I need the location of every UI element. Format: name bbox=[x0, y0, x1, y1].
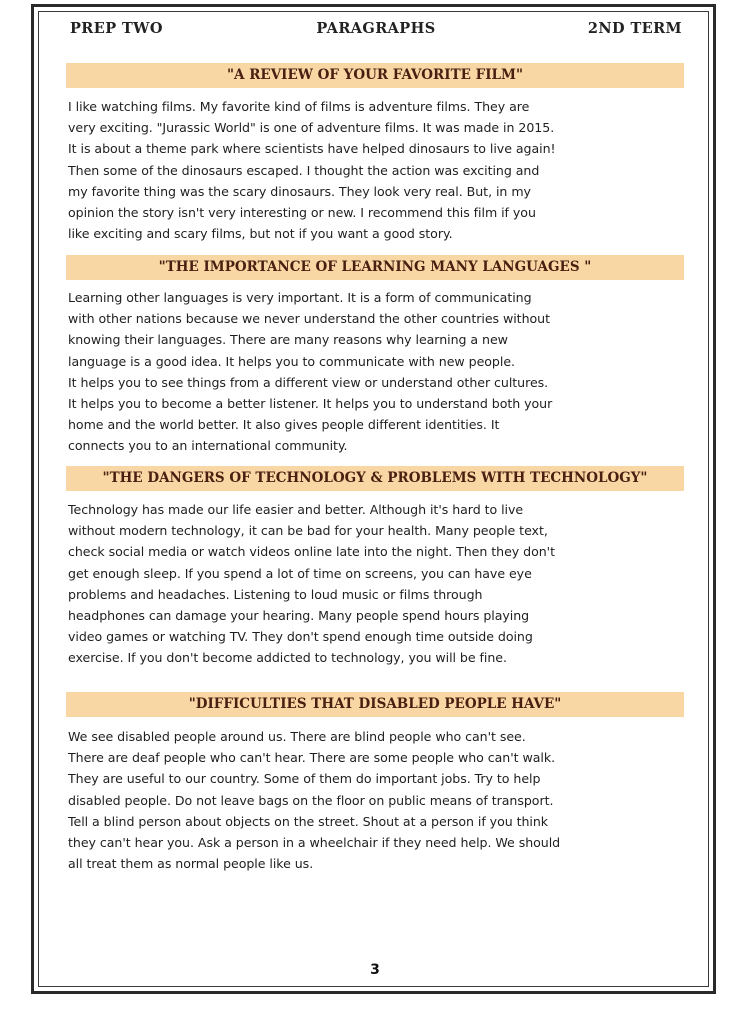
section-title-learning-languages: "THE IMPORTANCE OF LEARNING MANY LANGUAGES " bbox=[66, 255, 684, 280]
paragraph-line: It helps you to see things from a different view or understand other cultures. bbox=[68, 374, 549, 390]
paragraph-line: like exciting and scary films, but not if you want a good story. bbox=[68, 226, 453, 242]
paragraph-line: There are deaf people who can't hear. There are some people who can't walk. bbox=[68, 750, 556, 766]
page-header bbox=[70, 20, 682, 44]
paragraph-line: language is a good idea. It helps you to communicate with new people. bbox=[68, 353, 515, 369]
paragraph-line: They are useful to our country. Some of them do important jobs. Try to help bbox=[68, 771, 541, 787]
paragraph-line: they can't hear you. Ask a person in a wheelchair if they need help. We should bbox=[68, 835, 561, 851]
paragraph-line: It helps you to become a better listener. It helps you to understand both your bbox=[68, 396, 553, 412]
paragraph-line: Learning other languages is very important. It is a form of communicating bbox=[68, 290, 532, 305]
paragraph-line: Technology has made our life easier and better. Although it's hard to live bbox=[68, 502, 524, 517]
page-number: 3 bbox=[370, 962, 380, 978]
paragraph-line: I like watching films. My favorite kind of films is adventure films. They are bbox=[68, 99, 530, 114]
header-topic: PARAGRAPHS bbox=[316, 20, 436, 37]
paragraph-disabled-people bbox=[68, 726, 688, 874]
paragraph-line: Then some of the dinosaurs escaped. I thought the action was exciting and bbox=[68, 162, 540, 178]
section-title-film-review: "A REVIEW OF YOUR FAVORITE FILM" bbox=[66, 63, 684, 88]
paragraph-line: very exciting. "Jurassic World" is one of adventure films. It was made in 2015. bbox=[68, 120, 555, 136]
paragraph-line: with other nations because we never understand the other countries without bbox=[68, 311, 550, 327]
paragraph-line: video games or watching TV. They don't spend enough time outside doing bbox=[68, 629, 533, 645]
paragraph-line: without modern technology, it can be bad for your health. Many people text, bbox=[68, 523, 548, 539]
header-grade: PREP TWO bbox=[70, 20, 163, 37]
paragraph-line: Tell a blind person about objects on the street. Shout at a person if you think bbox=[68, 813, 549, 829]
paragraph-line: knowing their languages. There are many reasons why learning a new bbox=[68, 332, 508, 348]
paragraph-line: exercise. If you don't become addicted to technology, you will be fine. bbox=[68, 650, 507, 666]
paragraph-line: opinion the story isn't very interesting or new. I recommend this film if you bbox=[68, 205, 536, 221]
paragraph-line: disabled people. Do not leave bags on the floor on public means of transport. bbox=[68, 792, 554, 808]
paragraph-line: headphones can damage your hearing. Many people spend hours playing bbox=[68, 608, 530, 624]
paragraph-learning-languages bbox=[68, 287, 688, 457]
section-title-disabled-people: "DIFFICULTIES THAT DISABLED PEOPLE HAVE" bbox=[66, 692, 684, 717]
paragraph-line: my favorite thing was the scary dinosaurs. They look very real. But, in my bbox=[68, 183, 531, 199]
paragraph-film-review bbox=[68, 96, 688, 244]
header-term: 2ND TERM bbox=[587, 20, 682, 37]
section-title-technology-dangers: "THE DANGERS OF TECHNOLOGY & PROBLEMS WITH TECHNOLOGY" bbox=[66, 466, 684, 491]
paragraph-line: connects you to an international community. bbox=[68, 438, 348, 454]
paragraph-line: check social media or watch videos online late into the night. Then they don't bbox=[68, 544, 555, 560]
paragraph-line: We see disabled people around us. There are blind people who can't see. bbox=[68, 729, 526, 744]
paragraph-line: home and the world better. It also gives people different identities. It bbox=[68, 417, 500, 433]
paragraph-line: problems and headaches. Listening to loud music or films through bbox=[68, 586, 483, 602]
paragraph-line: It is about a theme park where scientists have helped dinosaurs to live again! bbox=[68, 141, 556, 157]
paragraph-line: get enough sleep. If you spend a lot of time on screens, you can have eye bbox=[68, 565, 532, 581]
paragraph-line: all treat them as normal people like us. bbox=[68, 856, 314, 872]
paragraph-technology-dangers bbox=[68, 499, 688, 669]
